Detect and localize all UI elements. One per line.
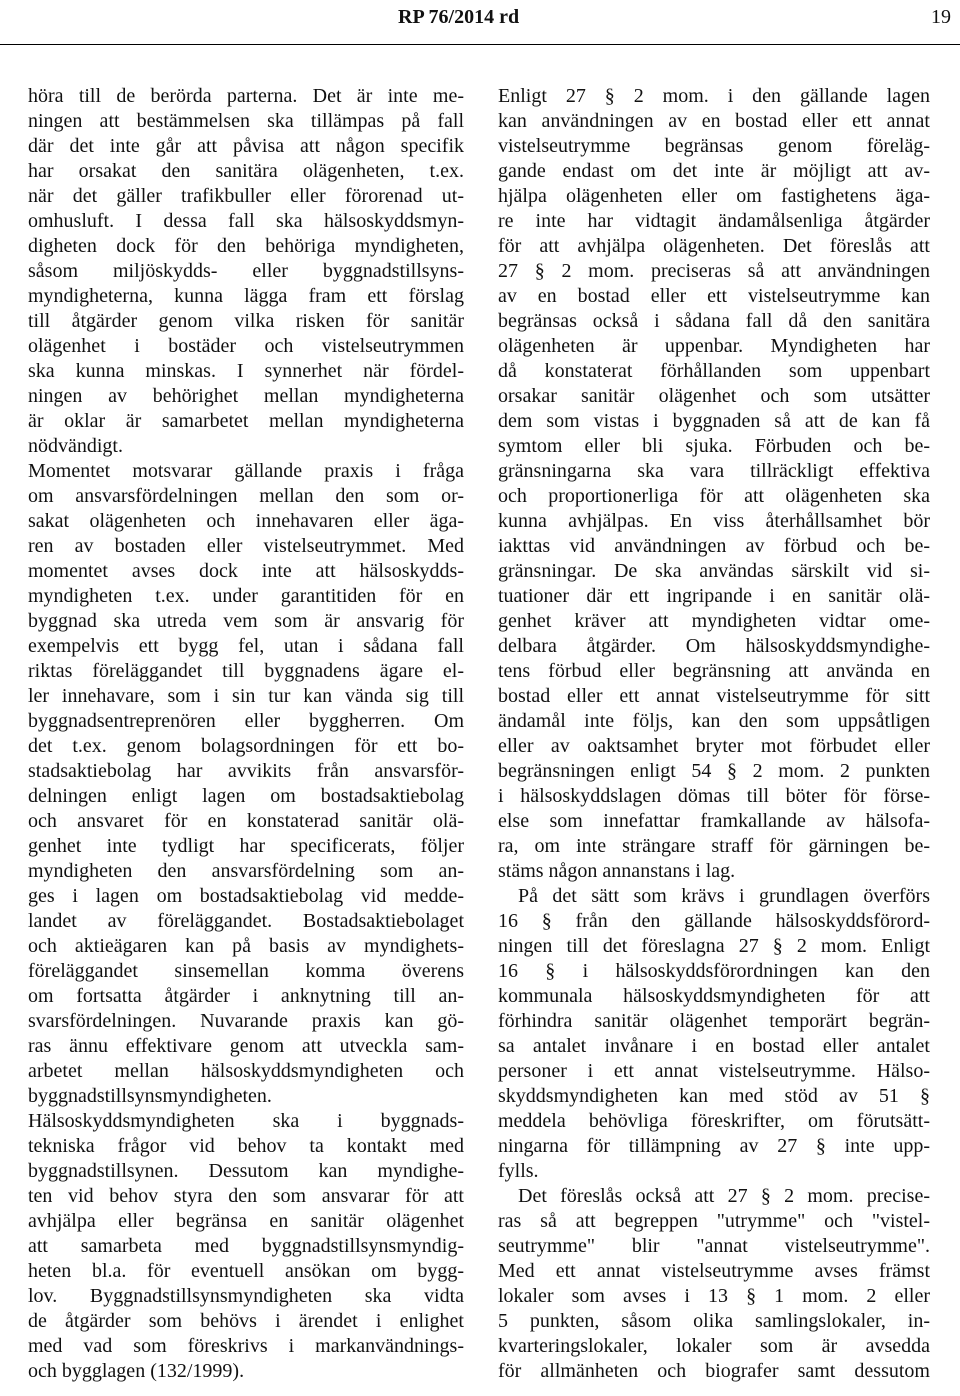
text-line: såsom miljöskydds- eller byggnadstillsyns-: [28, 260, 464, 282]
text-line: och aktieägaren kan på basis av myndighets-: [28, 935, 464, 957]
text-line: gränsningarna ska vara tillräckligt effektiva: [498, 460, 930, 482]
text-line: om fortsatta åtgärder i anknytning till an-: [28, 985, 464, 1007]
text-line: Enligt 27 § 2 mom. i den gällande lagen: [498, 85, 930, 107]
text-line: de åtgärder som behövs i ärendet i enlighet: [28, 1310, 464, 1332]
text-line: meddela behövliga föreskrifter, om förutsätt-: [498, 1110, 930, 1132]
text-line: vistelseutrymme begränsas genom föreläg-: [498, 135, 930, 157]
text-line: myndigheten den ansvarsfördelning som an-: [28, 860, 464, 882]
text-line: 16 § i hälsoskyddsförordningen kan den: [498, 960, 930, 982]
text-line: svarsfördelningen. Nuvarande praxis kan gö-: [28, 1010, 464, 1032]
text-line: arbetet mellan hälsoskyddsmyndigheten och: [28, 1060, 464, 1082]
text-line: det t.ex. genom bolagsordningen för ett bo-: [28, 735, 464, 757]
text-line: för allmänheten och biografer samt dessutom: [498, 1360, 930, 1382]
text-line: byggnadstillsynen. Dessutom kan myndighe-: [28, 1160, 464, 1182]
text-line: avhjälpa eller begränsa en sanitär olägenhet: [28, 1210, 464, 1232]
text-line: begränsningen enligt 54 § 2 mom. 2 punkten: [498, 760, 930, 782]
text-line: för att avhjälpa olägenheten. Det föreslås att: [498, 235, 930, 257]
text-line: byggnadstillsynsmyndigheten.: [28, 1085, 272, 1107]
text-line: skyddsmyndigheten kan med stöd av 51 §: [498, 1085, 930, 1107]
text-line: digheten dock för den behöriga myndigheten,: [28, 235, 464, 257]
text-line: 5 punkten, såsom olika samlingslokaler, in-: [498, 1310, 930, 1332]
text-line: eller av oaktsamhet bryter mot förbudet eller: [498, 735, 930, 757]
text-line: 16 § från den gällande hälsoskyddsförord-: [498, 910, 930, 932]
text-line: ten vid behov styra den som ansvarar för att: [28, 1185, 464, 1207]
text-line: i hälsoskyddslagen dömas till böter för förse-: [498, 785, 930, 807]
text-line: till åtgärder genom vilka risken för sanitär: [28, 310, 464, 332]
text-line: På det sätt som krävs i grundlagen överförs: [518, 885, 930, 907]
text-line: momentet avses dock inte att hälsoskydds-: [28, 560, 464, 582]
text-line: genhet inte tydligt har specificerats, följer: [28, 835, 464, 857]
text-line: olägenhet i bostäder och vistelseutrymmen: [28, 335, 464, 357]
text-line: ska kunna minskas. I synnerhet när fördel-: [28, 360, 464, 382]
text-line: Momentet motsvarar gällande praxis i fråga: [28, 460, 464, 482]
text-line: av en bostad eller ett vistelseutrymme kan: [498, 285, 930, 307]
text-line: myndigheten t.ex. under garantitiden för en: [28, 585, 464, 607]
text-line: stäms någon annanstans i lag.: [498, 860, 736, 882]
text-line: iakttas vid användningen av förbud och be-: [498, 535, 930, 557]
text-line: gränsningar. De ska användas särskilt vid si-: [498, 560, 930, 582]
text-line: kan användningen av en bostad eller ett annat: [498, 110, 930, 132]
text-line: gande endast om det inte är möjligt att av-: [498, 160, 930, 182]
text-line: olägenheten är uppenbar. Myndigheten har: [498, 335, 930, 357]
page-header: [0, 6, 960, 30]
text-line: föreläggandet sinsemellan komma överens: [28, 960, 464, 982]
text-line: else som innefattar framkallande av hälsofa-: [498, 810, 930, 832]
text-line: då konstaterat förhållanden som uppenbart: [498, 360, 930, 382]
text-line: genhet kräver att myndigheten vidtar ome-: [498, 610, 930, 632]
text-line: förhindra sanitär olägenhet temporärt begrän-: [498, 1010, 930, 1032]
text-line: är oklar är samarbetet mellan myndigheterna: [28, 410, 464, 432]
text-line: ningarna för tillämpning av 27 § inte upp-: [498, 1135, 930, 1157]
text-line: sakat olägenheten och innehavaren eller äga-: [28, 510, 464, 532]
text-line: där det inte går att påvisa att någon specifik: [28, 135, 464, 157]
text-line: ningen till det föreslagna 27 § 2 mom. Enligt: [498, 935, 930, 957]
text-line: 27 § 2 mom. preciseras så att användningen: [498, 260, 930, 282]
text-line: Med ett annat vistelseutrymme avses främst: [498, 1260, 930, 1282]
text-line: ras så att begreppen "utrymme" och "vistel-: [498, 1210, 930, 1232]
right-text-column: [498, 84, 930, 1384]
text-line: omhusluft. I dessa fall ska hälsoskyddsmyn-: [28, 210, 464, 232]
text-line: exempelvis ett bygg fel, utan i sådana fall: [28, 635, 464, 657]
text-line: ändamål inte följs, kan den som uppsåtligen: [498, 710, 930, 732]
text-line: ningen av behörighet mellan myndigheterna: [28, 385, 464, 407]
text-line: när det gäller trafikbuller eller förorenad ut-: [28, 185, 464, 207]
text-line: byggnad ska utreda vem som är ansvarig för: [28, 610, 464, 632]
text-line: tuationer där ett ingripande i en sanitär olä-: [498, 585, 930, 607]
text-line: ra, om inte strängare straff för gärningen be-: [498, 835, 930, 857]
text-line: har orsakat den sanitära olägenheten, t.ex.: [28, 160, 464, 182]
text-line: delningen enligt lagen om bostadsaktiebolag: [28, 785, 464, 807]
text-line: heten bl.a. för eventuell ansökan om bygg-: [28, 1260, 464, 1282]
text-line: och ansvaret för en konstaterad sanitär olä-: [28, 810, 464, 832]
text-line: nödvändigt.: [28, 435, 123, 457]
text-line: fylls.: [498, 1160, 539, 1182]
text-line: stadsaktiebolag har avvikits från ansvarsför-: [28, 760, 464, 782]
text-line: landet av föreläggandet. Bostadsaktiebolaget: [28, 910, 464, 932]
text-line: lov. Byggnadstillsynsmyndigheten ska vidta: [28, 1285, 464, 1307]
text-line: personer i ett annat vistelseutrymme. Hälso-: [498, 1060, 930, 1082]
text-line: byggnadsentreprenören eller byggherren. Om: [28, 710, 464, 732]
text-line: orsakar sanitär olägenhet och som utsätter: [498, 385, 930, 407]
text-line: lokaler som avses i 13 § 1 mom. 2 eller: [498, 1285, 930, 1307]
text-line: hjälpa olägenheten eller om fastighetens äga-: [498, 185, 930, 207]
text-line: re inte har vidtagit ändamålsenliga åtgärder: [498, 210, 930, 232]
left-text-column: [28, 84, 464, 1384]
text-line: riktas föreläggandet till byggnadens ägare el-: [28, 660, 464, 682]
text-line: kommunala hälsoskyddsmyndigheten för att: [498, 985, 930, 1007]
text-line: Hälsoskyddsmyndigheten ska i byggnads-: [28, 1110, 464, 1132]
text-line: delbara åtgärder. Om hälsoskyddsmyndighe-: [498, 635, 930, 657]
text-line: dem som vistas i byggnaden så att de kan få: [498, 410, 930, 432]
text-line: att samarbeta med byggnadstillsynsmyndig-: [28, 1235, 464, 1257]
text-line: ningen att bestämmelsen ska tillämpas på fall: [28, 110, 464, 132]
text-line: kvarteringslokaler, lokaler som är avsedda: [498, 1335, 930, 1357]
text-line: symtom eller bli sjuka. Förbuden och be-: [498, 435, 930, 457]
text-line: ras ännu effektivare genom att utveckla sam-: [28, 1035, 464, 1057]
text-line: ges i lagen om bostadsaktiebolag vid medde-: [28, 885, 464, 907]
document-reference: RP 76/2014 rd: [398, 6, 520, 28]
text-line: och bygglagen (132/1999).: [28, 1360, 245, 1382]
page-number: 19: [931, 6, 951, 28]
text-line: om ansvarsfördelningen mellan den som or-: [28, 485, 464, 507]
text-line: ler innehavare, som i sin tur kan vända sig till: [28, 685, 464, 707]
text-line: kunna avhjälpas. En viss återhållsamhet bör: [498, 510, 930, 532]
text-line: tekniska frågor vid behov ta kontakt med: [28, 1135, 464, 1157]
text-line: Det föreslås också att 27 § 2 mom. precise-: [518, 1185, 930, 1207]
header-divider: [0, 44, 960, 45]
text-line: myndigheterna, kunna lägga fram ett förslag: [28, 285, 464, 307]
text-line: och proportionerliga för att olägenheten ska: [498, 485, 930, 507]
text-line: sa antalet invånare i en bostad eller antalet: [498, 1035, 930, 1057]
text-line: bostad eller ett annat vistelseutrymme för sitt: [498, 685, 930, 707]
text-line: seutrymme" blir "annat vistelseutrymme".: [498, 1235, 930, 1257]
text-line: ren av bostaden eller vistelseutrymmet. Med: [28, 535, 464, 557]
text-line: höra till de berörda parterna. Det är inte me-: [28, 85, 464, 107]
text-line: med vad som föreskrivs i markanvändnings-: [28, 1335, 464, 1357]
text-line: tens förbud eller begränsning att använda en: [498, 660, 930, 682]
text-line: begränsas också i sådana fall då den sanitära: [498, 310, 930, 332]
